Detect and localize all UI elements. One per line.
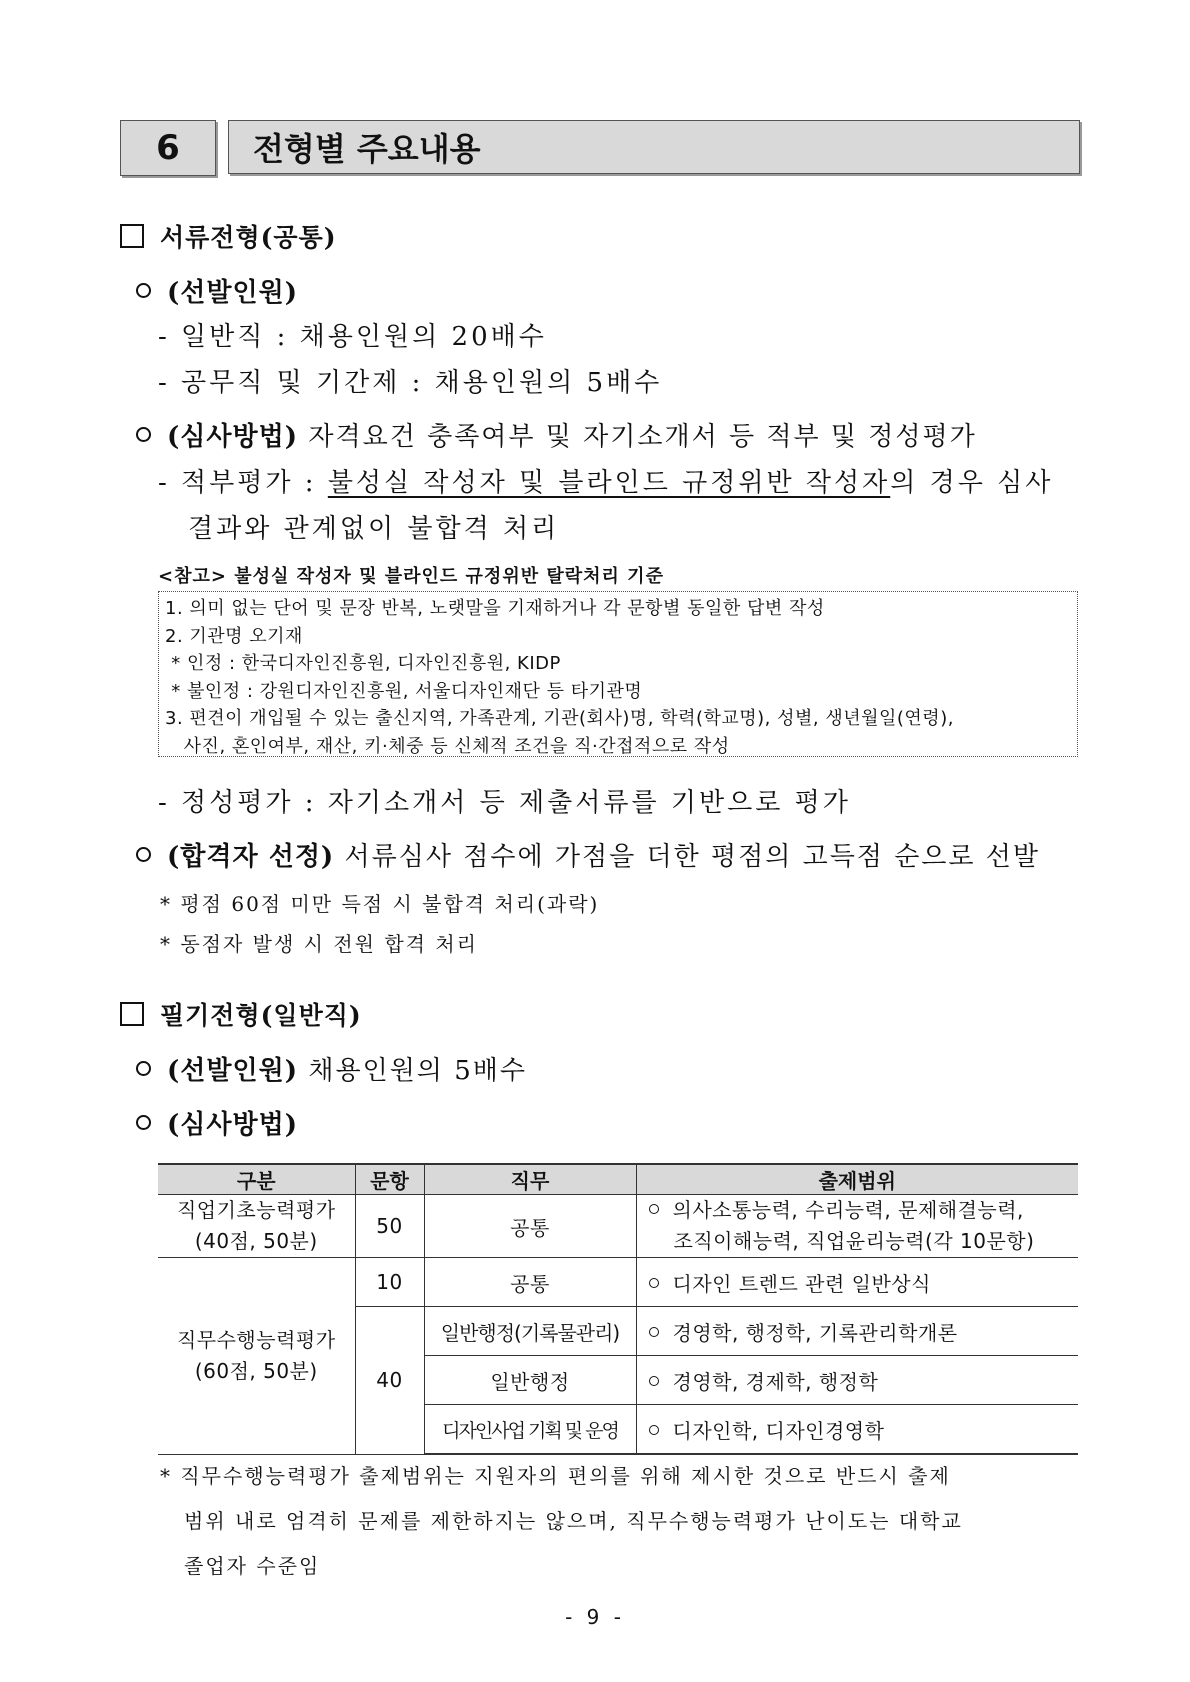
count-cell: 10 (355, 1258, 424, 1307)
doc-selection-label: (선발인원) (167, 278, 299, 308)
scope-text: 경영학, 행정학, 기록관리학개론 (672, 1320, 958, 1345)
circle-bullet-icon (649, 1376, 659, 1386)
pass-selection-label: (합격자 선정) (167, 842, 335, 872)
written-method-line (136, 1104, 298, 1141)
fit-eval-suffix: 의 경우 심사 (890, 468, 1054, 498)
circle-bullet-icon (136, 847, 151, 862)
job-cell: 일반행정 (424, 1356, 636, 1405)
reference-line: * 불인정 : 강원디자인진흥원, 서울디자인재단 등 타기관명 (165, 680, 643, 702)
table-row (158, 1258, 1078, 1307)
circle-bullet-icon (136, 1115, 151, 1130)
doc-selection-item-2: - 공무직 및 기간제 : 채용인원의 5배수 (158, 368, 663, 398)
reference-box (158, 591, 1078, 757)
scope-cell (636, 1356, 1078, 1405)
exam-table (158, 1163, 1078, 1455)
pass-note-2: * 동점자 발생 시 전원 합격 처리 (160, 932, 478, 956)
pass-note-1: * 평점 60점 미만 득점 시 불합격 처리(과락) (160, 892, 600, 916)
circle-bullet-icon (649, 1204, 659, 1214)
scope-text: 디자인학, 디자인경영학 (672, 1418, 885, 1443)
category-cell (158, 1258, 355, 1455)
table-header: 직무 (424, 1164, 636, 1195)
scope-cell (636, 1195, 1078, 1258)
scope-text: 의사소통능력, 수리능력, 문제해결능력, (672, 1198, 1024, 1222)
doc-screening-title: 서류전형(공통) (160, 223, 337, 252)
written-title: 필기전형(일반직) (160, 1001, 362, 1030)
job-cell: 공통 (424, 1195, 636, 1258)
scope-cell (636, 1307, 1078, 1356)
category-detail: (60점, 50분) (194, 1358, 318, 1383)
page-number: - 9 - (565, 1605, 625, 1629)
reference-line: 사진, 혼인여부, 재산, 키·체중 등 신체적 조건을 직·간접적으로 작성 (165, 735, 730, 757)
category-name: 직무수행능력평가 (176, 1327, 336, 1352)
written-method-label: (심사방법) (167, 1110, 299, 1140)
job-cell: 일반행정(기록물관리) (424, 1307, 636, 1356)
circle-bullet-icon (136, 427, 151, 442)
circle-bullet-icon (136, 1061, 151, 1076)
circle-bullet-icon (649, 1425, 659, 1435)
section-title: 전형별 주요내용 (228, 120, 1080, 174)
footnote-line-2: 범위 내로 엄격히 문제를 제한하지는 않으며, 직무수행능력평가 난이도는 대학교 (184, 1509, 963, 1533)
circle-bullet-icon (649, 1278, 659, 1288)
category-detail: (40점, 50분) (194, 1229, 318, 1253)
table-header-row (158, 1164, 1078, 1195)
pass-selection-text: 서류심사 점수에 가점을 더한 평점의 고득점 순으로 선발 (344, 842, 1041, 872)
table-header: 출제범위 (636, 1164, 1078, 1195)
scope-cell (636, 1258, 1078, 1307)
circle-bullet-icon (136, 283, 151, 298)
reference-line: * 인정 : 한국디자인진흥원, 디자인진흥원, KIDP (165, 653, 561, 674)
scope-text: 경영학, 경제학, 행정학 (672, 1369, 879, 1394)
scope-cell (636, 1405, 1078, 1455)
table-row (158, 1195, 1078, 1258)
doc-method-line (136, 416, 977, 453)
written-heading (120, 996, 362, 1032)
doc-selection-item-1: - 일반직 : 채용인원의 20배수 (158, 322, 547, 352)
count-cell: 40 (355, 1307, 424, 1455)
fit-eval-line-2: 결과와 관계없이 불합격 처리 (188, 514, 560, 544)
doc-method-text: 자격요건 충족여부 및 자기소개서 등 적부 및 정성평가 (308, 422, 977, 452)
written-selection-text: 채용인원의 5배수 (308, 1056, 527, 1086)
written-selection-line (136, 1050, 527, 1087)
scope-text: 디자인 트렌드 관련 일반상식 (672, 1271, 931, 1296)
fit-eval-line (158, 462, 1053, 499)
doc-method-label: (심사방법) (167, 422, 299, 452)
job-cell: 공통 (424, 1258, 636, 1307)
checkbox-square-icon (120, 1002, 144, 1026)
reference-line: 2. 기관명 오기재 (165, 625, 303, 647)
job-cell: 디자인사업 기획 및 운영 (424, 1405, 636, 1455)
table-header: 문항 (355, 1164, 424, 1195)
scope-text: 조직이해능력, 직업윤리능력(각 10문항) (673, 1229, 1035, 1253)
category-cell (158, 1195, 355, 1258)
fit-eval-underlined: 불성실 작성자 및 블라인드 규정위반 작성자 (327, 468, 891, 498)
pass-selection-line (136, 836, 1040, 873)
reference-title: <참고> 불성실 작성자 및 블라인드 규정위반 탈락처리 기준 (158, 566, 664, 587)
reference-line: 1. 의미 없는 단어 및 문장 반복, 노랫말을 기재하거나 각 문항별 동일한 답변 작성 (165, 598, 825, 619)
count-cell: 50 (355, 1195, 424, 1258)
checkbox-square-icon (120, 224, 144, 248)
doc-selection-line (136, 272, 298, 309)
fit-eval-prefix: - 적부평가 : (158, 468, 328, 498)
category-name: 직업기초능력평가 (176, 1198, 336, 1222)
reference-line: 3. 편견이 개입될 수 있는 출신지역, 가족관계, 기관(회사)명, 학력(학교명), 성별, 생년월일(연령), (165, 708, 954, 729)
section-number: 6 (120, 120, 216, 176)
written-selection-label: (선발인원) (167, 1056, 299, 1086)
table-header: 구분 (158, 1164, 355, 1195)
doc-screening-heading (120, 218, 337, 254)
qualitative-eval-line: - 정성평가 : 자기소개서 등 제출서류를 기반으로 평가 (158, 788, 851, 818)
footnote-line-1: * 직무수행능력평가 출제범위는 지원자의 편의를 위해 제시한 것으로 반드시 출제 (160, 1464, 951, 1488)
circle-bullet-icon (649, 1327, 659, 1337)
footnote-line-3: 졸업자 수준임 (184, 1554, 321, 1578)
